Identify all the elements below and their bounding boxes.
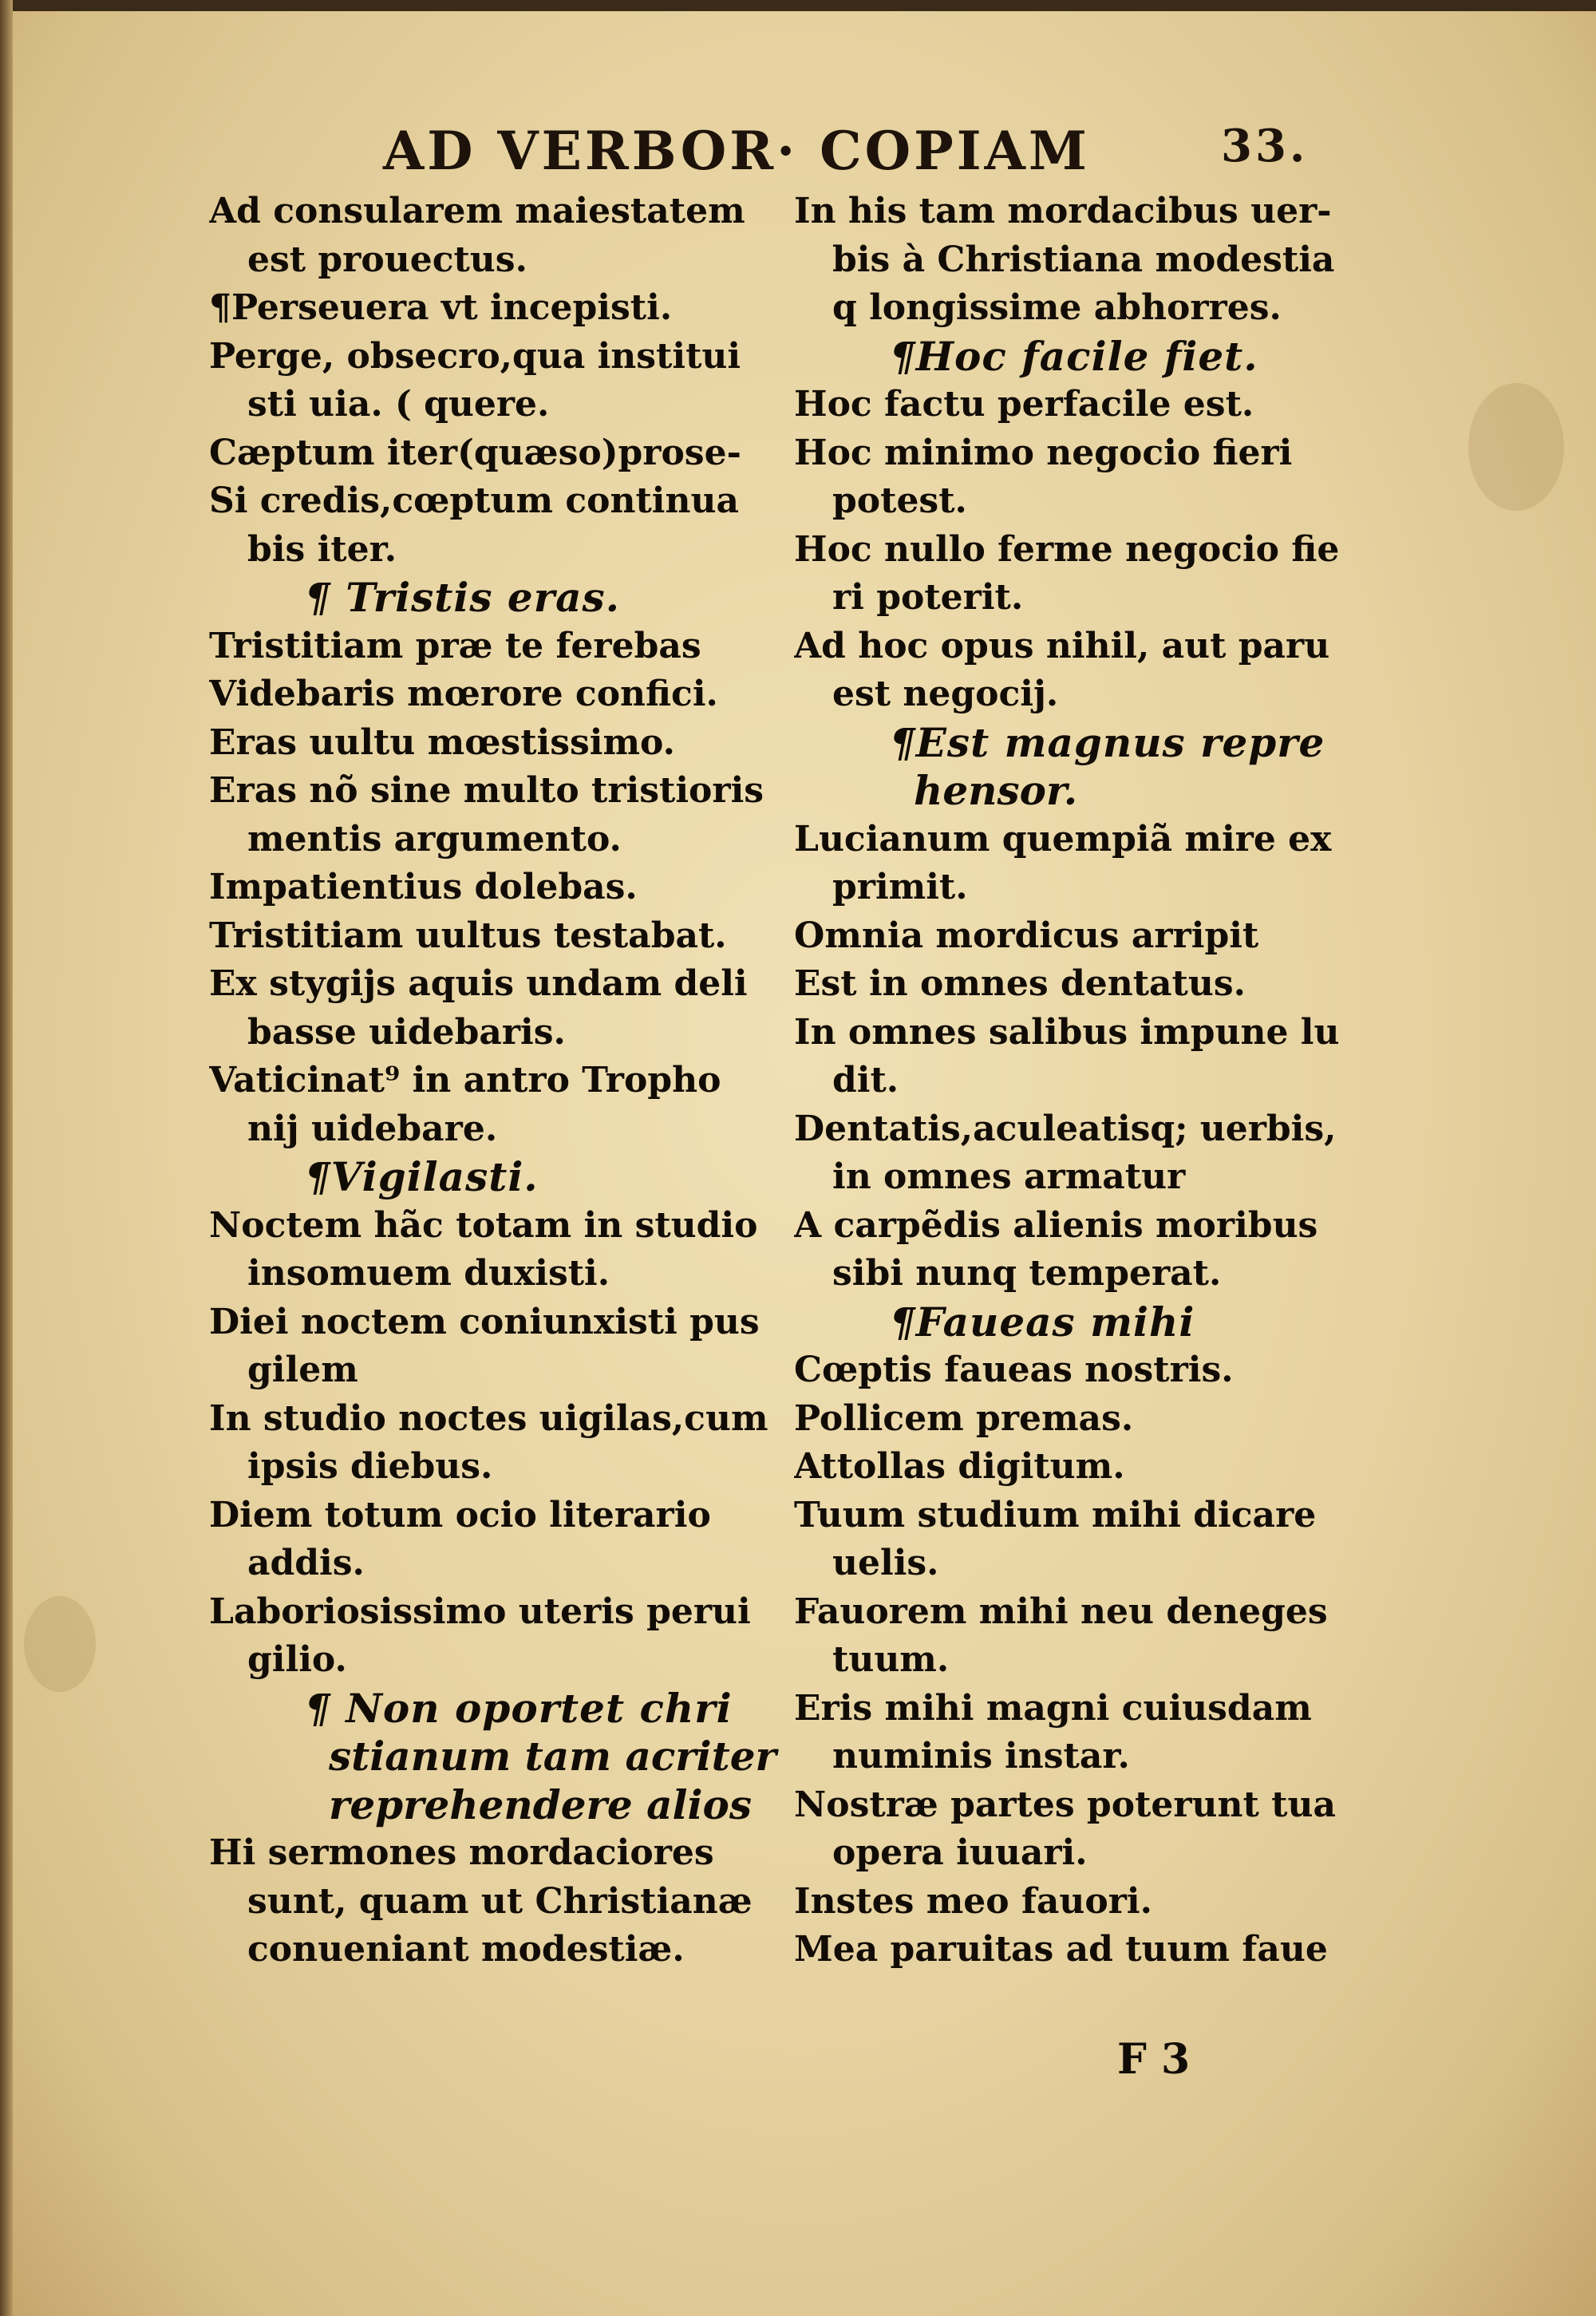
text-line: Hi sermones mordaciores [209, 1832, 714, 1873]
section-heading-line: ¶Faueas mihi [890, 1298, 1195, 1346]
text-line: ¶Perseuera vt incepisti. [209, 287, 673, 328]
text-line: dit. [832, 1060, 899, 1101]
text-line: In his tam mordacibus uer- [794, 191, 1332, 231]
running-header [383, 120, 1309, 184]
running-head: AD VERBOR· COPIAM [383, 120, 1090, 182]
text-line: Pollicem premas. [794, 1397, 1134, 1439]
text-line: Est in omnes dentatus. [794, 963, 1246, 1004]
text-line: bis iter. [247, 528, 397, 570]
text-line: gilem [247, 1350, 358, 1390]
text-line: Eras uultu mœstissimo. [209, 721, 675, 763]
text-line: in omnes armatur [832, 1156, 1186, 1197]
text-line: Mea paruitas ad tuum faue [794, 1929, 1328, 1970]
text-line: est prouectus. [247, 239, 527, 280]
text-line: Perge, obsecro,qua institui [209, 335, 741, 377]
text-line: In studio noctes uigilas,cum [209, 1397, 768, 1439]
text-line: Tristitiam uultus testabat. [209, 915, 727, 956]
text-line: Diem totum ocio literario [209, 1494, 711, 1535]
section-heading-line: hensor. [914, 767, 1078, 814]
text-line: q longissime abhorres. [832, 287, 1282, 328]
text-line: ri poterit. [832, 577, 1024, 618]
text-line: Dentatis,aculeatisq; uerbis, [794, 1108, 1337, 1149]
text-line: insomuem duxisti. [247, 1253, 610, 1294]
text-line: Ex stygijs aquis undam deli [209, 963, 748, 1004]
text-line: mentis argumento. [247, 818, 622, 860]
text-line: Ad hoc opus nihil, aut paru [794, 625, 1330, 666]
text-line: est negocij. [832, 674, 1059, 714]
text-line: sunt, quam ut Christianæ [247, 1880, 753, 1922]
text-line: gilio. [247, 1639, 347, 1680]
text-line: Lucianum quempiã mire ex [794, 818, 1332, 860]
text-line: Videbaris mœrore confici. [209, 674, 718, 714]
folio-number: 33. [1221, 120, 1309, 172]
text-line: Diei noctem coniunxisti pus [209, 1301, 760, 1342]
section-heading-line: reprehendere alios [329, 1780, 753, 1828]
section-heading-line: ¶Hoc facile fiet. [890, 332, 1258, 380]
text-line: ipsis diebus. [247, 1446, 493, 1487]
text-line: Impatientius dolebas. [209, 867, 638, 907]
text-line: Tuum studium mihi dicare [794, 1494, 1317, 1535]
text-line: In omnes salibus impune lu [794, 1011, 1340, 1053]
text-line: Eras nõ sine multo tristioris [209, 770, 764, 811]
page-top-edge [0, 0, 1596, 11]
text-line: Attollas digitum. [794, 1446, 1125, 1487]
text-line: bis à Christiana modestia [832, 239, 1335, 280]
text-line: Ad consularem maiestatem [209, 191, 745, 231]
section-heading-line: stianum tam acriter [329, 1733, 776, 1780]
text-line: Si credis,cœptum continua [209, 480, 739, 521]
text-line: Hoc factu perfacile est. [794, 384, 1254, 425]
paper-stain [1468, 383, 1564, 511]
text-line: Eris mihi magni cuiusdam [794, 1687, 1312, 1729]
page-binding-edge [0, 0, 13, 2316]
section-heading-line: ¶ Non oportet chri [305, 1684, 733, 1732]
text-line: Nostræ partes poterunt tua [794, 1784, 1336, 1825]
text-line: Noctem hãc totam in studio [209, 1204, 758, 1246]
text-line: Hoc nullo ferme negocio fie [794, 528, 1340, 570]
text-line: basse uidebaris. [247, 1011, 566, 1053]
paper-stain [24, 1596, 96, 1692]
text-line: tuum. [832, 1639, 950, 1680]
text-line: primit. [832, 867, 968, 907]
text-line: Cæptum iter(quæso)prose- [209, 432, 741, 473]
text-line: Laboriosissimo uteris perui [209, 1591, 751, 1632]
text-line: Vaticinat⁹ in antro Tropho [209, 1060, 721, 1101]
text-line: Fauorem mihi neu deneges [794, 1591, 1328, 1632]
text-line: nij uidebare. [247, 1108, 498, 1149]
section-heading-line: ¶Vigilasti. [305, 1153, 539, 1200]
text-line: uelis. [832, 1543, 939, 1583]
text-line: sibi nunq temperat. [832, 1253, 1222, 1294]
text-line: Hoc minimo negocio fieri [794, 432, 1293, 473]
right-text-column [794, 188, 1400, 2039]
text-line: addis. [247, 1543, 365, 1583]
text-line: Instes meo fauori. [794, 1880, 1152, 1922]
text-line: numinis instar. [832, 1736, 1130, 1777]
left-text-column [209, 188, 816, 2039]
text-line: sti uia. ( quere. [247, 384, 550, 425]
section-heading-line: ¶ Tristis eras. [305, 574, 621, 621]
text-line: opera iuuari. [832, 1832, 1088, 1873]
text-line: Cœptis faueas nostris. [794, 1350, 1234, 1390]
text-line: A carpẽdis alienis moribus [794, 1204, 1318, 1246]
text-line: Omnia mordicus arripit [794, 915, 1259, 956]
text-line: conueniant modestiæ. [247, 1929, 685, 1970]
text-line: potest. [832, 480, 967, 521]
section-heading-line: ¶Est magnus repre [890, 718, 1325, 766]
signature-mark: F 3 [1117, 2035, 1191, 2084]
text-line: Tristitiam præ te ferebas [209, 625, 701, 666]
